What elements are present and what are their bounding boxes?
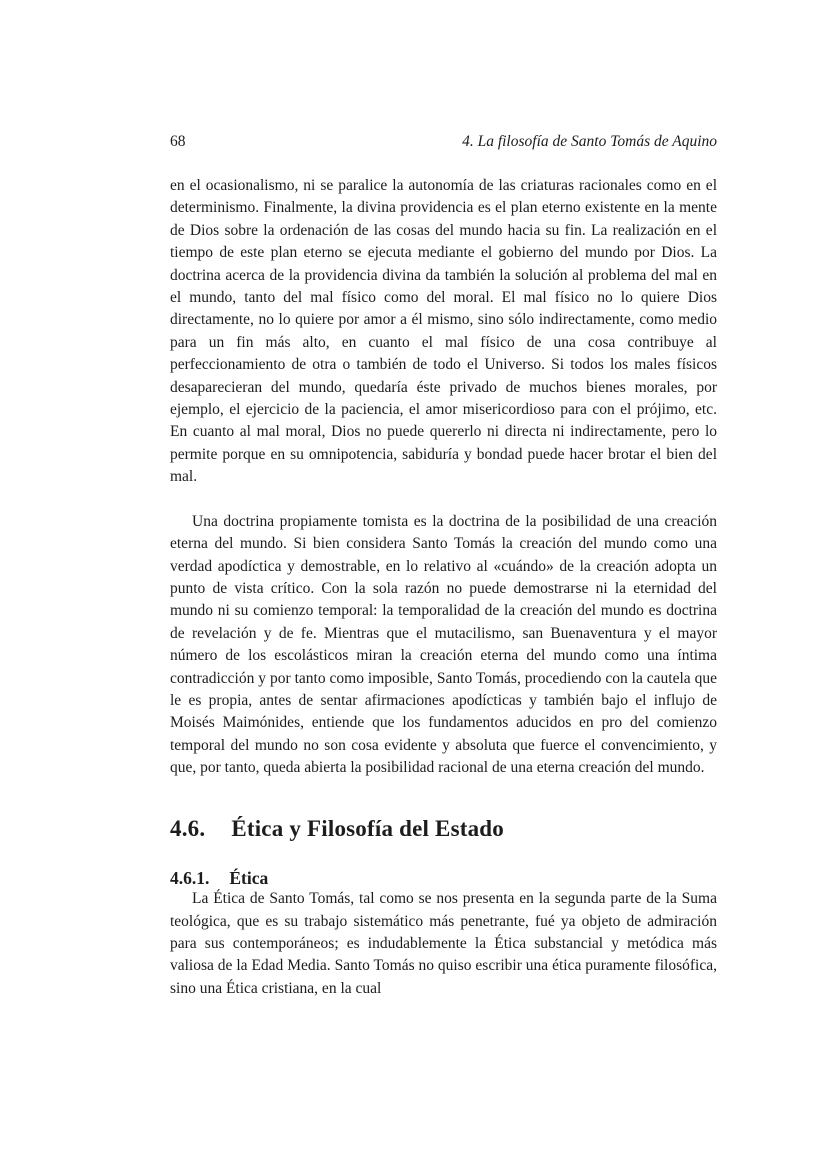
section-heading — [170, 816, 717, 842]
section-number: 4.6. — [170, 815, 206, 841]
paragraph-providence: en el ocasionalismo, ni se paralice la autonomía de las criaturas racionales como en el determinismo. Finalmente, la divina providencia es el plan eterno existente en la mente de Dios sobre la ordenación de las cosas del mundo hacia su fin. La realización en el tiempo de este plan eterno se ejecuta mediante el gobierno del mundo por Dios. La doctrina acerca de la providencia divina da también la solución al problema del mal en el mundo, tanto del mal físico como del moral. El mal físico no lo quiere Dios directamente, no lo quiere por amor a él mismo, sino sólo indirectamente, como medio para un fin más alto, en cuanto el mal físico de una cosa contribuye al perfeccionamiento de otra o también de todo el Universo. Si todos los males físicos desaparecieran del mundo, quedaría éste privado de muchos bienes morales, por ejemplo, el ejercicio de la paciencia, el amor misericordioso para con el prójimo, etc. En cuanto al mal moral, Dios no puede quererlo ni directa ni indirectamente, pero lo permite porque en su omnipotencia, sabiduría y bondad puede hacer brotar el bien del mal. — [170, 177, 717, 486]
running-title: 4. La filosofía de Santo Tomás de Aquino — [462, 133, 717, 150]
paragraph-eternal-creation: Una doctrina propiamente tomista es la doctrina de la posibilidad de una creación eterna del mundo. Si bien considera Santo Tomás la creación del mundo como una verdad apodíctica y demostrable, en lo relativo al «cuándo» de la creación adopta un punto de vista crítico. Con la sola razón no puede demostrarse ni la eternidad del mundo ni su comienzo temporal: la temporalidad de la creación del mundo es doctrina de revelación y de fe. Mientras que el mutacilismo, san Buenaventura y el mayor número de los escolásticos miran la creación eterna del mundo como una íntima contradicción y por tanto como imposible, Santo Tomás, procediendo con la cautela que le es propia, antes de sentar afirmaciones apodícticas y también bajo el influjo de Moisés Maimónides, entiende que los fundamentos aducidos en pro del comienzo temporal del mundo no son cosa evidente y absoluta que fuerce el convencimiento, y que, por tanto, queda abierta la posibilidad racional de una eterna creación del mundo. — [170, 512, 717, 777]
page-number: 68 — [170, 133, 186, 150]
running-header — [170, 133, 717, 151]
subsection-heading — [170, 868, 717, 888]
text-column — [170, 133, 717, 1000]
section-title: Ética y Filosofía del Estado — [231, 815, 504, 841]
subsection-title: Ética — [229, 868, 269, 888]
paragraph-ethics-intro: La Ética de Santo Tomás, tal como se nos presenta en la segunda parte de la Suma teológica, que es su trabajo sistemático más penetrante, fué ya objeto de admiración para sus contemporáneos; es indudablemente la Ética substancial y metódica más valiosa de la Edad Media. Santo Tomás no quiso escribir una ética puramente filosófica, sino una Ética cristiana, en la cual — [170, 890, 717, 997]
subsection-number: 4.6.1. — [170, 868, 210, 888]
